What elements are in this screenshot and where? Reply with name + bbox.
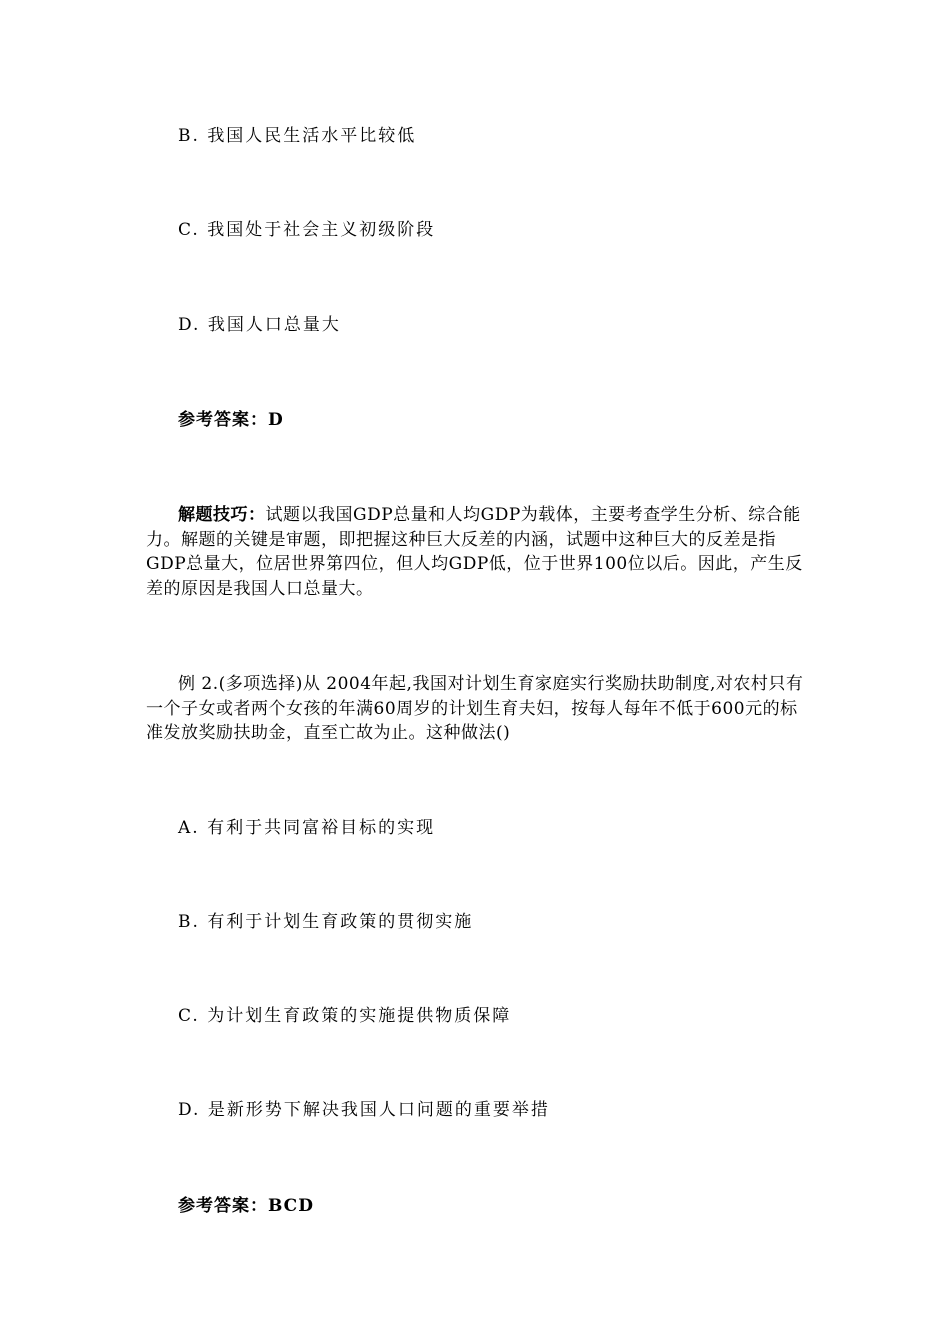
q2-option-b	[178, 910, 473, 934]
option-text: 有利于计划生育政策的贯彻实施	[207, 912, 474, 932]
option-text: 为计划生育政策的实施提供物质保障	[207, 1006, 512, 1026]
q1-solution-tip	[146, 503, 810, 601]
q1-option-b	[178, 124, 416, 148]
option-text: 是新形势下解决我国人口问题的重要举措	[207, 1100, 550, 1120]
answer-label: 参考答案：	[178, 410, 268, 430]
option-text: 我国处于社会主义初级阶段	[207, 220, 436, 240]
q2-option-a	[178, 816, 435, 840]
answer-value: BCD	[268, 1196, 314, 1216]
q1-answer	[178, 408, 284, 432]
tip-text: 试题以我国GDP总量和人均GDP为载体，主要考查学生分析、综合能力。解题的关键是审题，即把握这种巨大反差的内涵，试题中这种巨大的反差是指GDP总量大，位居世界第四位，但人均GDP低，位于世界100位以后。因此，产生反差的原因是我国人口总量大。	[146, 505, 803, 599]
option-key: B.	[178, 912, 200, 932]
q1-option-c	[178, 218, 435, 242]
answer-value: D	[268, 410, 284, 430]
option-key: D.	[178, 1100, 201, 1120]
option-key: A.	[178, 818, 200, 838]
answer-label: 参考答案：	[178, 1196, 268, 1216]
q2-stem: 例 2.(多项选择)从 2004年起,我国对计划生育家庭实行奖励扶助制度,对农村只有一个子女或者两个女孩的年满60周岁的计划生育夫妇，按每人每年不低于600元的标准发放奖励扶助金，直至亡故为止。这种做法()	[146, 674, 804, 743]
option-key: C.	[178, 1006, 200, 1026]
option-text: 我国人口总量大	[207, 315, 341, 335]
option-text: 我国人民生活水平比较低	[207, 126, 417, 146]
q2-option-d	[178, 1098, 550, 1122]
option-key: D.	[178, 315, 201, 335]
q1-option-d	[178, 313, 341, 337]
option-key: B.	[178, 126, 200, 146]
q2-answer	[178, 1194, 314, 1218]
option-key: C.	[178, 220, 200, 240]
tip-label: 解题技巧：	[178, 505, 266, 525]
q2-option-c	[178, 1004, 511, 1028]
option-text: 有利于共同富裕目标的实现	[207, 818, 436, 838]
